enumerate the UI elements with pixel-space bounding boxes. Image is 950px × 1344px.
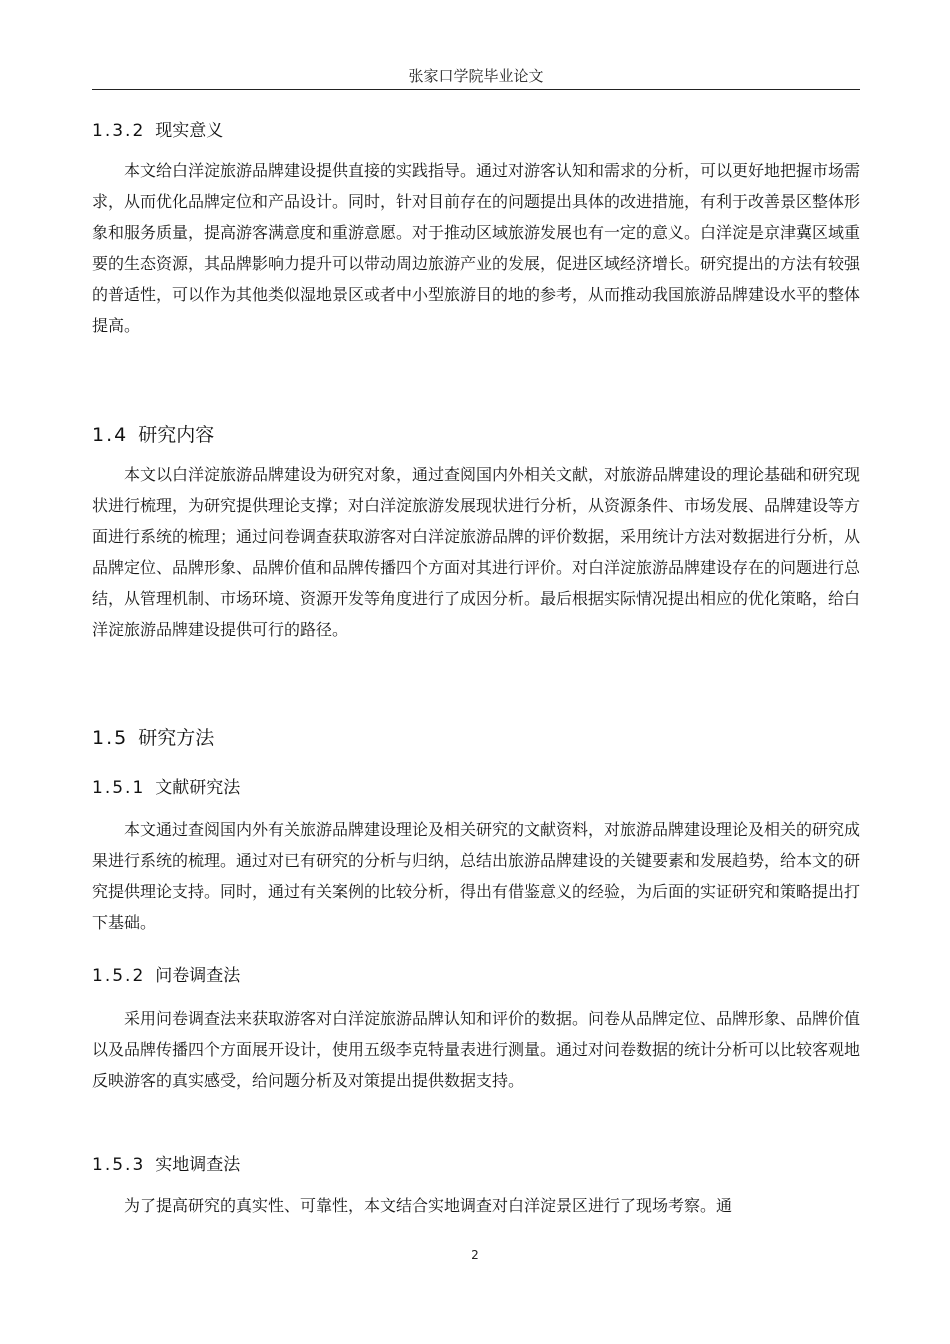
heading-title: 现实意义 (155, 121, 224, 141)
heading-number: 1.5.1 (92, 778, 146, 798)
heading-title: 研究内容 (138, 424, 215, 446)
heading-title: 实地调查法 (155, 1155, 241, 1175)
heading-number: 1.4 (92, 424, 129, 446)
running-header: 张家口学院毕业论文 (408, 67, 544, 85)
heading-number: 1.5.3 (92, 1155, 146, 1175)
page-number: 2 (471, 1248, 479, 1262)
heading-1-5 (92, 726, 214, 750)
heading-number: 1.5.2 (92, 966, 146, 986)
heading-1-3-2 (92, 120, 223, 142)
heading-title: 文献研究法 (155, 778, 241, 798)
heading-number: 1.3.2 (92, 121, 146, 141)
heading-1-5-1 (92, 777, 240, 799)
heading-1-5-2 (92, 965, 240, 987)
paragraph-practical-significance: 本文给白洋淀旅游品牌建设提供直接的实践指导。通过对游客认知和需求的分析，可以更好地把握市场需求，从而优化品牌定位和产品设计。同时，针对目前存在的问题提出具体的改进措施，有利于改善景区整体形象和服务质量，提高游客满意度和重游意愿。对于推动区域旅游发展也有一定的意义。白洋淀是京津冀区域重要的生态资源，其品牌影响力提升可以带动周边旅游产业的发展，促进区域经济增长。研究提出的方法有较强的普适性，可以作为其他类似湿地景区或者中小型旅游目的地的参考，从而推动我国旅游品牌建设水平的整体提高。 (92, 161, 861, 335)
heading-1-5-3 (92, 1154, 240, 1176)
paragraph-field-survey-method: 为了提高研究的真实性、可靠性，本文结合实地调查对白洋淀景区进行了现场考察。通 (124, 1196, 733, 1215)
heading-1-4 (92, 423, 214, 447)
paragraph-questionnaire-method: 采用问卷调查法来获取游客对白洋淀旅游品牌认知和评价的数据。问卷从品牌定位、品牌形象、品牌价值以及品牌传播四个方面展开设计，使用五级李克特量表进行测量。通过对问卷数据的统计分析可以比较客观地反映游客的真实感受，给问题分析及对策提出提供数据支持。 (92, 1009, 861, 1090)
heading-title: 问卷调查法 (155, 966, 241, 986)
paragraph-research-content: 本文以白洋淀旅游品牌建设为研究对象，通过查阅国内外相关文献，对旅游品牌建设的理论基础和研究现状进行梳理，为研究提供理论支撑；对白洋淀旅游发展现状进行分析，从资源条件、市场发展、品牌建设等方面进行系统的梳理；通过问卷调查获取游客对白洋淀旅游品牌的评价数据，采用统计方法对数据进行分析，从品牌定位、品牌形象、品牌价值和品牌传播四个方面对其进行评价。对白洋淀旅游品牌建设存在的问题进行总结，从管理机制、市场环境、资源开发等角度进行了成因分析。最后根据实际情况提出相应的优化策略，给白洋淀旅游品牌建设提供可行的路径。 (92, 465, 861, 639)
heading-title: 研究方法 (138, 727, 215, 749)
heading-number: 1.5 (92, 727, 129, 749)
paragraph-literature-method: 本文通过查阅国内外有关旅游品牌建设理论及相关研究的文献资料，对旅游品牌建设理论及相关的研究成果进行系统的梳理。通过对已有研究的分析与归纳，总结出旅游品牌建设的关键要素和发展趋势，给本文的研究提供理论支持。同时，通过有关案例的比较分析，得出有借鉴意义的经验，为后面的实证研究和策略提出打下基础。 (92, 820, 861, 932)
header-rule (92, 89, 860, 90)
